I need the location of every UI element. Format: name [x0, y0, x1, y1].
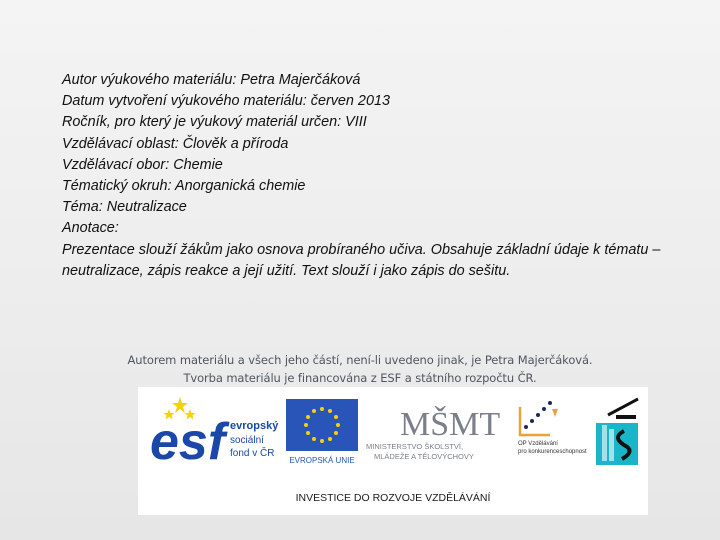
msmt-logo: [366, 405, 500, 461]
credits: [0, 351, 720, 387]
msmt-text-1: MINISTERSTVO ŠKOLSTVÍ,: [366, 442, 464, 451]
education-area-line: Vzdělávací oblast: Člověk a příroda: [62, 135, 289, 152]
school-pen-icon: [608, 399, 638, 415]
esf-text-3: fond v ČR: [230, 448, 275, 459]
esf-logo: [150, 397, 279, 471]
subject-line: Vzdělávací obor: Chemie: [62, 156, 223, 173]
op-text-2: pro konkurenceschopnost: [518, 449, 587, 455]
op-frame-icon: [520, 407, 550, 435]
grade-line: Ročník, pro který je výukový materiál určen: VIII: [62, 114, 367, 131]
created-date-line: Datum vytvoření výukového materiálu: červen 2013: [62, 93, 390, 110]
msmt-mark: MŠMT: [400, 406, 501, 443]
msmt-text-2: MLÁDEŽE A TĚLOVÝCHOVY: [374, 452, 474, 461]
funding-logos: [138, 387, 648, 515]
eu-flag-icon: [286, 399, 358, 451]
investment-tagline: INVESTICE DO ROZVOJE VZDĚLÁVÁNÍ: [295, 492, 491, 504]
annotation-text: Prezentace slouží žákům jako osnova probíraného učiva. Obsahuje základní údaje k tématu –neutralizace, zápis reakce a její užití. Text slouží i jako zápis do sešitu.: [62, 241, 661, 279]
topic-line: Téma: Neutralizace: [62, 199, 187, 216]
esf-mark: esf: [150, 413, 226, 471]
credits-author-line: Autorem materiálu a všech jeho částí, není-li uvedeno jinak, je Petra Majerčáková.: [127, 353, 593, 367]
eu-label: EVROPSKÁ UNIE: [289, 456, 355, 465]
op-text-1: OP Vzdělávání: [518, 441, 558, 447]
school-logo: [596, 399, 638, 465]
logo-panel: [138, 387, 648, 515]
op-arrow-icon: [552, 409, 558, 417]
esf-text-2: sociální: [230, 435, 264, 446]
annotation-label: Anotace:: [62, 220, 119, 237]
topic-area-line: Tématický okruh: Anorganická chemie: [62, 178, 306, 195]
op-logo: [518, 401, 587, 455]
eu-logo: [286, 399, 358, 465]
op-dots-icon: [524, 401, 552, 429]
material-metadata: [62, 70, 662, 282]
author-line: Autor výukového materiálu: Petra Majerčáková: [62, 72, 361, 88]
credits-funding-line: Tvorba materiálu je financována z ESF a státního rozpočtu ČR.: [183, 371, 537, 385]
esf-text-1: evropský: [230, 420, 279, 432]
